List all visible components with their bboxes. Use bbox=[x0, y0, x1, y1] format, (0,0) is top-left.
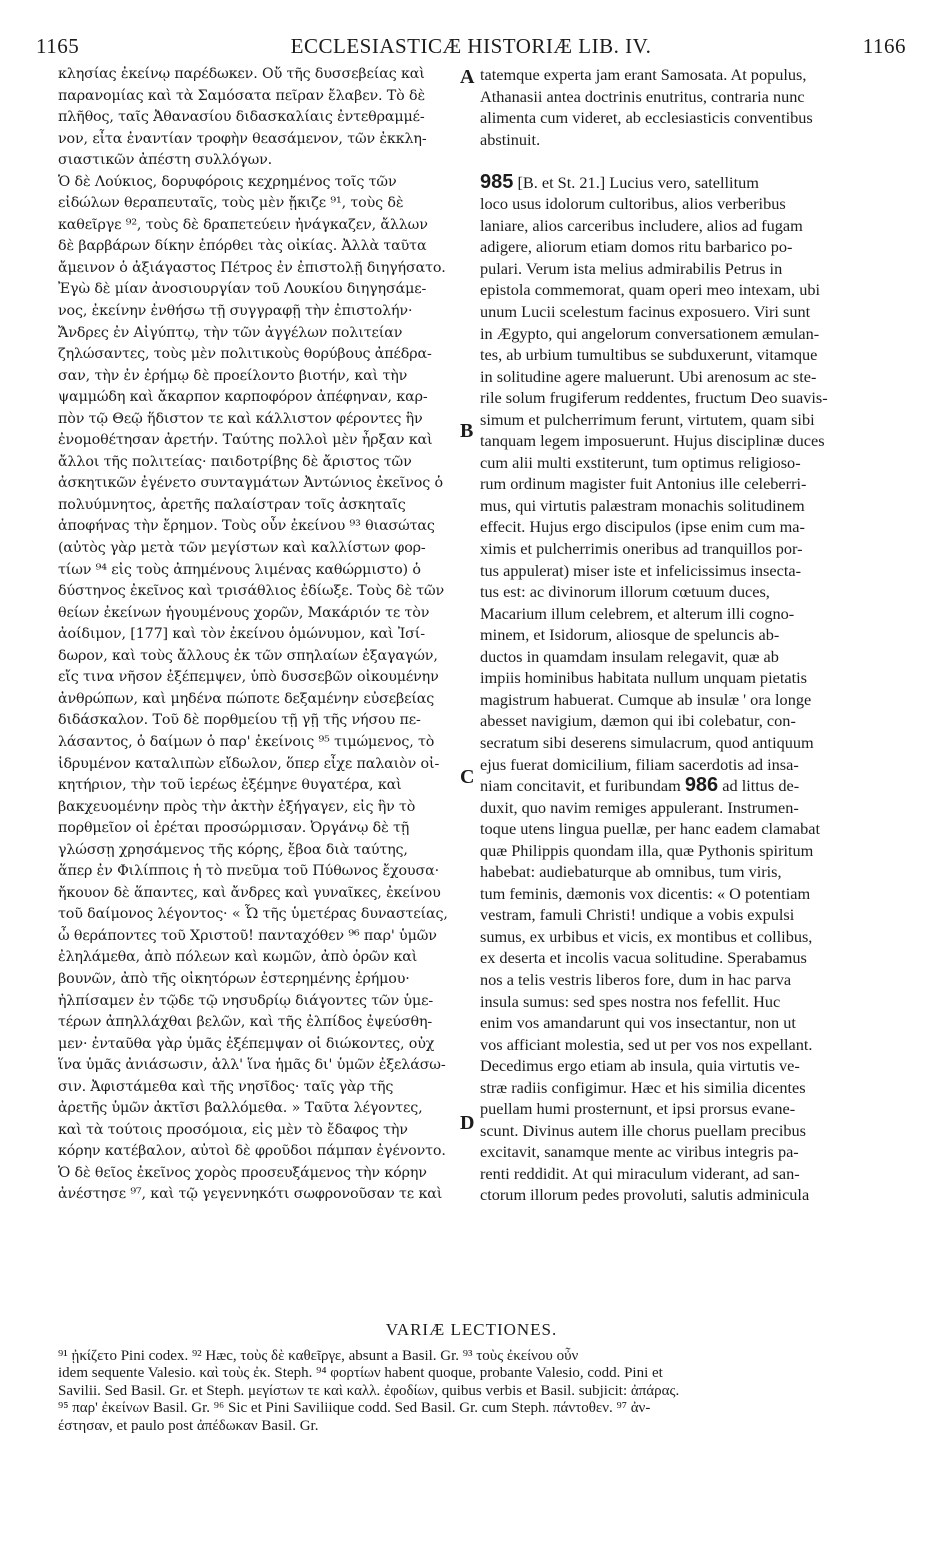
greek-text-line: θείων ἐκείνων ἡγουμένους χορῶν, Μακάριόν τε τὸν bbox=[58, 604, 430, 621]
latin-text-line: mus, qui virtutis palæstram monachis solitudinem bbox=[480, 495, 805, 515]
greek-text-line: παρανομίας καὶ τὰ Σαμόσατα πεῖραν ἔλαβεν. Τὸ δὲ bbox=[58, 87, 426, 104]
greek-text-line: Ἄνδρες ἐν Αἰγύπτῳ, τὴν τῶν ἀγγέλων πολιτείαν bbox=[58, 324, 403, 341]
latin-text-line: sumus, ex urbibus et vicis, ex montibus et collibus, bbox=[480, 926, 813, 946]
greek-text-line: ἀνθρώπων, καὶ μηδένα πώποτε δεξαμένην εὐσεβείας bbox=[58, 690, 435, 707]
latin-text-line: simum et pulcherrimum ferunt, virtutem, quam sibi bbox=[480, 409, 815, 429]
greek-text-line: ἤκουον δὲ ἅπαντες, καὶ ἄνδρες καὶ γυναῖκες, ἐκείνου bbox=[58, 884, 441, 901]
greek-text-line: τοῦ δαίμονος λέγοντος· « Ὦ τῆς ὑμετέρας δυναστείας, bbox=[58, 906, 448, 923]
greek-text-line: πὸν τῷ Θεῷ ἥδιστον τε καὶ κάλλιστον φέροντες ἣν bbox=[58, 410, 423, 427]
greek-text-line: ὦ θεράποντες τοῦ Χριστοῦ! πανταχόθεν ⁹⁶ παρ' ὑμῶν bbox=[58, 927, 437, 944]
variant-readings-notes bbox=[58, 1348, 902, 1435]
greek-text-line: εἴς τινα νῆσον ἐξέπεμψεν, ὑπὸ δυσσεβῶν οἰκουμένην bbox=[58, 669, 439, 686]
greek-text-line: καθεῖργε ⁹², τοὺς δὲ δραπετεύειν ἠνάγκαζεν, ἄλλων bbox=[58, 216, 428, 233]
latin-text-line: alimenta cum videret, ab ecclesiasticis conventibus bbox=[480, 108, 813, 128]
greek-text-line: ἀσκητικῶν ἐγένετο συνταγμάτων Ἀντώνιος ἐκεῖνος ὁ bbox=[58, 475, 443, 492]
page-number-right: 1166 bbox=[862, 34, 906, 58]
latin-text-line: unum Lucii scelestum facinus exposuero. Viri sunt bbox=[480, 302, 811, 322]
variant-note-line: Savilii. Sed Basil. Gr. et Steph. μεγίστων τε καὶ καλλ. ἐφοδίων, quibus verbis et Basil. subjicit: ἀπάρας. bbox=[58, 1382, 680, 1399]
latin-text-line: niam concitavit, et furibundam 986 ad littus de- bbox=[480, 774, 800, 797]
column-number: 986 bbox=[684, 774, 719, 797]
variant-note-line: έστησαν, et paulo post ἀπέδωκαν Basil. Gr. bbox=[58, 1417, 319, 1434]
greek-text-line: τέρων ἀπηλλάχθαι βελῶν, καὶ τῆς ἐλπίδος ἐψεύσθη- bbox=[58, 1014, 433, 1031]
latin-text-line: enim vos amandarunt qui vos insectantur, non ut bbox=[480, 1013, 796, 1033]
latin-text-line: abesset navigium, dæmon qui ibi colebatur, con- bbox=[480, 711, 796, 731]
latin-text-line: tes, ab urbium tumultibus se subduxerunt, vitamque bbox=[480, 345, 818, 365]
latin-text-column bbox=[480, 64, 900, 1206]
greek-text-line: διδάσκαλον. Τοῦ δὲ πορθμείου τῇ γῇ τῆς νήσου πε- bbox=[58, 712, 421, 729]
greek-text-line: Ὁ δὲ θεῖος ἐκεῖνος χορὸς προσευξάμενος τὴν κόρην bbox=[58, 1164, 427, 1181]
variae-lectiones-title: VARIÆ LECTIONES. bbox=[385, 1320, 558, 1339]
page-number-left: 1165 bbox=[36, 34, 80, 58]
greek-text-line: ἀποφήνας τὴν ἔρημον. Τοὺς οὖν ἐκείνου ⁹³ θιασώτας bbox=[58, 518, 435, 535]
greek-text-line: δὲ βαρβάρων δίκην ἐπόρθει τὰς οἰκίας. Ἀλλὰ ταῦτα bbox=[58, 238, 427, 255]
latin-text-line: magistrum habuerat. Cumque ab insulæ ' ora longe bbox=[480, 689, 812, 709]
greek-text-line: νον, εἶτα ἐναντίαν τροφὴν θεασάμενον, τῶν ἐκκλη- bbox=[58, 130, 427, 147]
latin-text-line: tatemque experta jam erant Samosata. At populus, bbox=[480, 65, 807, 84]
running-header bbox=[36, 34, 906, 58]
greek-text-line: σιν. Ἀφιστάμεθα καὶ τῆς νησῖδος· ταῖς γὰρ τῆς bbox=[58, 1078, 394, 1095]
latin-text-line: impiis hominibus habitata nullum unquam pietatis bbox=[480, 668, 807, 688]
margin-letter-c: C bbox=[460, 766, 475, 788]
margin-letter-b: B bbox=[460, 420, 474, 442]
latin-text-line: adigere, aliorum etiam domos ritu barbarico po- bbox=[480, 237, 793, 257]
greek-text-line: ἀοίδιμον, [177] καὶ τὸν ἐκείνου ὁμώνυμον, καὶ Ἰσί- bbox=[58, 626, 425, 643]
greek-text-line: ψαμμώδη καὶ ἄκαρπον καρποφόρον ἀπέφηναν, καρ- bbox=[58, 389, 428, 406]
greek-text-line: σιαστικῶν ἀπέστη συλλόγων. bbox=[58, 152, 273, 169]
running-title: ECCLESIASTICÆ HISTORIÆ LIB. IV. bbox=[290, 34, 652, 58]
latin-text-line bbox=[480, 150, 900, 172]
latin-text-line: tum feminis, dæmonis vox dicentis: « O potentiam bbox=[480, 883, 811, 903]
greek-text-line: λάσαντος, ὁ δαίμων ὁ παρ' ἐκείνοις ⁹⁵ τιμώμενος, τὸ bbox=[58, 733, 435, 750]
greek-text-line: κόρην κατέβαλον, αὐτοὶ δὲ φροῦδοι πάμπαν ἐγένοντο. bbox=[58, 1143, 446, 1160]
latin-text-line: tus est: ac divinorum illorum cœtuum duces, bbox=[480, 582, 770, 602]
column-number: 985 bbox=[480, 170, 514, 193]
greek-text-line: δωρον, καὶ τοὺς ἄλλους ἐκ τῶν σπηλαίων ἐξαγαγών, bbox=[58, 647, 438, 664]
margin-letter-a: A bbox=[460, 66, 475, 88]
latin-text-line: vos afficiant molestia, sed ut per vos nos expellant. bbox=[480, 1034, 813, 1054]
latin-text-line: 985 [B. et St. 21.] Lucius vero, satellitum bbox=[480, 170, 759, 193]
latin-text-line: stræ radiis configimur. Hæc et his similia dicentes bbox=[480, 1077, 806, 1097]
greek-text-line: Ὁ δὲ Λούκιος, δορυφόροις κεχρημένος τοῖς τῶν bbox=[58, 173, 397, 190]
latin-text-line: in Ægypto, qui angelorum conversationem æmulan- bbox=[480, 323, 820, 343]
greek-text-line: νος, ἐκείνην ἐνθήσω τῇ συγγραφῇ τὴν ἐπιστολήν· bbox=[58, 303, 413, 320]
greek-text-line: καὶ τὰ τούτοις προσόμοια, εἰς μὲν τὸ ἔδαφος τὴν bbox=[58, 1121, 408, 1138]
latin-text-line: abstinuit. bbox=[480, 129, 541, 149]
greek-text-line: ἱδρυμένον καταλιπὼν εἴδωλον, ὅπερ εἶχε παλαιὸν οἰ- bbox=[58, 755, 440, 772]
greek-text-line: ἄλλοι τῆς πολιτείας· παιδοτρίβης δὲ ἄριστος τῶν bbox=[58, 453, 412, 470]
latin-text-line: nos a telis vestris liberos fore, dum in hac parva bbox=[480, 969, 792, 989]
latin-text-line: duxit, quo navim remiges appulerant. Instrumen- bbox=[480, 797, 799, 817]
latin-text-line: toque utens lingua puellæ, per hanc eadem clamabat bbox=[480, 819, 820, 839]
greek-text-line: ζηλώσαντες, τοὺς μὲν πολιτικοὺς θορύβους ἀπέδρα- bbox=[58, 346, 432, 363]
greek-text-line: (αὐτὸς γὰρ μετὰ τῶν μεγίστων καὶ καλλίστων φορ- bbox=[58, 540, 426, 557]
latin-text-line: ex deserta et incolis vacua solitudine. Sperabamus bbox=[480, 948, 807, 968]
greek-text-line: ἠλπίσαμεν ἐν τῷδε τῷ νησυδρίῳ διάγοντες τῶν ὑμε- bbox=[58, 992, 434, 1009]
greek-text-line: εἰδώλων θεραπευταῖς, τοὺς μὲν ᾔκιζε ⁹¹, τοὺς δὲ bbox=[58, 195, 404, 212]
greek-text-line: ἐληλάμεθα, ἀπὸ πόλεων καὶ κωμῶν, ἀπὸ ὀρῶν καὶ bbox=[58, 949, 418, 966]
latin-text-line: tus appulerat) miser iste et infelicissimus insecta- bbox=[480, 560, 802, 580]
greek-text-line: ἵνα ὑμᾶς ἀνιάσωσιν, ἀλλ' ἵνα ἡμᾶς δι' ὑμῶν ἐξελάσω- bbox=[58, 1057, 446, 1074]
latin-text-line: ductos in quamdam insulam relegavit, quæ ab bbox=[480, 646, 779, 666]
latin-text-line: rum ordinum magister fuit Antonius ille celeberri- bbox=[480, 474, 807, 494]
greek-text-line: μεν· ἐνταῦθα γὰρ ὑμᾶς ἐξέπεμψαν οἱ διώκοντες, οὐχ bbox=[58, 1035, 435, 1052]
greek-text-line: δύστηνος ἐκεῖνος καὶ τρισάθλιος ἐδίωξε. Τοὺς δὲ τῶν bbox=[58, 583, 445, 600]
greek-text-line: ἀρετῆς ὑμῶν ἀκτῖσι βαλλόμεθα. » Ταῦτα λέγοντες, bbox=[58, 1100, 423, 1117]
latin-text-line: pulari. Verum ista melius admirabilis Petrus in bbox=[480, 258, 783, 278]
greek-text-line: βουνῶν, ἀπὸ τῆς οἰκητόρων ἐστερημένης ἐρήμου· bbox=[58, 970, 410, 987]
latin-text-line: minem, et Isidorum, aliosque de speluncis ab- bbox=[480, 625, 780, 645]
latin-text-line: quæ Philippis quondam illa, quæ Pythonis spiritum bbox=[480, 840, 814, 860]
latin-text-line: Athanasii antea doctrinis enutritus, contraria nunc bbox=[480, 86, 805, 106]
latin-text-line: habebat: audiebaturque ab omnibus, tum viris, bbox=[480, 862, 782, 882]
latin-text-line: puellam humi prosternunt, et ipsi prorsus evane- bbox=[480, 1099, 796, 1119]
latin-text-line: Macarium illum celebrem, et alterum illi cogno- bbox=[480, 603, 795, 623]
greek-text-line: ἅπερ ἐν Φιλίπποις ἡ τὸ πνεῦμα τοῦ Πύθωνος ἔχουσα· bbox=[58, 863, 439, 880]
greek-text-line: ἄμεινον ὁ ἀξιάγαστος Πέτρος ἐν ἐπιστολῇ διηγήσατο. bbox=[58, 259, 446, 276]
latin-text-line: effecit. Hujus ergo discipulos (ipse enim cum ma- bbox=[480, 517, 805, 537]
margin-letter-d: D bbox=[460, 1112, 475, 1134]
latin-text-line: ctorum illorum pedes provoluti, salutis adminicula bbox=[480, 1185, 810, 1205]
greek-text-line: κητήριον, τὴν τοῦ ἱερέως ἐξέμηνε θυγατέρα, καὶ bbox=[58, 777, 402, 794]
variant-note-line: ⁹⁵ παρ' ἐκείνων Basil. Gr. ⁹⁶ Sic et Pini Saviliique codd. Sed Basil. Gr. cum Steph. πάντοθεν. ⁹⁷ ἀν- bbox=[58, 1400, 651, 1417]
greek-text-line: πλῆθος, ταῖς Ἀθανασίου διδασκαλίαις ἐντεθραμμέ- bbox=[58, 109, 425, 126]
latin-text-line: secratum sibi deserens simulacrum, quod antiquum bbox=[480, 732, 814, 752]
variant-note-line: idem sequente Valesio. καὶ τοὺς ἐκ. Steph. ⁹⁴ φορτίων habent quoque, probante Valesio, codd. Pini et bbox=[58, 1365, 663, 1382]
greek-text-line: Ἐγὼ δὲ μίαν ἀνοσιουργίαν τοῦ Λουκίου διηγησάμε- bbox=[58, 281, 427, 298]
greek-text-line: πορθμεῖον οἱ ἐρέται προσώρμισαν. Ὀργάνῳ δὲ τῇ bbox=[58, 820, 410, 837]
greek-text-line: σαν, τὴν ἐν ἐρήμῳ δὲ προείλοντο βιοτήν, καὶ τὴν bbox=[58, 367, 408, 384]
greek-text-line: ἀνέστησε ⁹⁷, καὶ τῷ γεγεννηκότι σωφρονοῦσαν τε καὶ bbox=[58, 1186, 443, 1203]
variant-note-line: ⁹¹ ᾐκίζετο Pini codex. ⁹² Hæc, τοὺς δὲ καθεῖργε, absunt a Basil. Gr. ⁹³ τοὺς ἐκείνου οὖν bbox=[58, 1348, 579, 1364]
latin-text-line: vestram, famuli Christi! undique a vobis expulsi bbox=[480, 905, 795, 925]
latin-text-line: epistola commemorat, quam operi meo intexam, ubi bbox=[480, 280, 821, 300]
latin-text-line: excitavit, sanamque mente ac viribus integris pa- bbox=[480, 1142, 799, 1162]
latin-text-line: in solitudine agere maluerunt. Ubi arenosum ac ste- bbox=[480, 366, 817, 386]
greek-text-line: βακχευομένην πρὸς τὴν ἀκτὴν ἐξήγαγεν, εἰς ἣν τὸ bbox=[58, 798, 416, 815]
latin-text-line: insula sumus: sed spes nostra nos fefellit. Huc bbox=[480, 991, 781, 1011]
latin-text-line: ejus fuerat domicilium, filiam sacerdotis ad insa- bbox=[480, 754, 799, 774]
greek-text-line: τίων ⁹⁴ εἰς τοὺς ἀπημένους λιμένας καθώρμιστο) ὁ bbox=[58, 561, 421, 578]
latin-text-line: rile solum frugiferum reddentes, fructum Deo suavis- bbox=[480, 388, 828, 408]
greek-text-column bbox=[58, 64, 454, 1206]
greek-text-line: ἐνομοθέτησαν ἀρετήν. Ταύτης πολλοὶ μὲν ἦρξαν καὶ bbox=[58, 432, 433, 449]
latin-text-line: renti reddidit. At qui miraculum viderant, ad san- bbox=[480, 1163, 800, 1183]
latin-text-line: Decedimus ergo etiam ab insula, quia virtutis ve- bbox=[480, 1056, 800, 1076]
latin-text-line: laniare, alios carceribus includere, alios ad fugam bbox=[480, 215, 803, 235]
latin-text-line: scunt. Divinus autem ille chorus puellam precibus bbox=[480, 1120, 807, 1140]
latin-text-line: cum alii multi exstiterunt, tum optimus religioso- bbox=[480, 452, 801, 472]
greek-text-line: πολυύμνητος, ἀρετῆς παλαίστραν τοῖς ἀσκηταῖς bbox=[58, 496, 406, 513]
latin-text-line: ximis et pulcherrimis oneribus ad tranquillos por- bbox=[480, 539, 803, 559]
greek-text-line: γλώσσῃ χρησάμενος τῆς κόρης, ἔβοα διὰ ταύτης, bbox=[58, 841, 408, 858]
latin-text-line: loco usus idolorum cultoribus, alios verberibus bbox=[480, 194, 786, 214]
greek-text-line: κλησίας ἐκείνῳ παρέδωκεν. Οὔ τῆς δυσσεβείας καὶ bbox=[58, 66, 425, 82]
latin-text-line: tanquam legem imposuerunt. Hujus disciplinæ duces bbox=[480, 431, 825, 451]
